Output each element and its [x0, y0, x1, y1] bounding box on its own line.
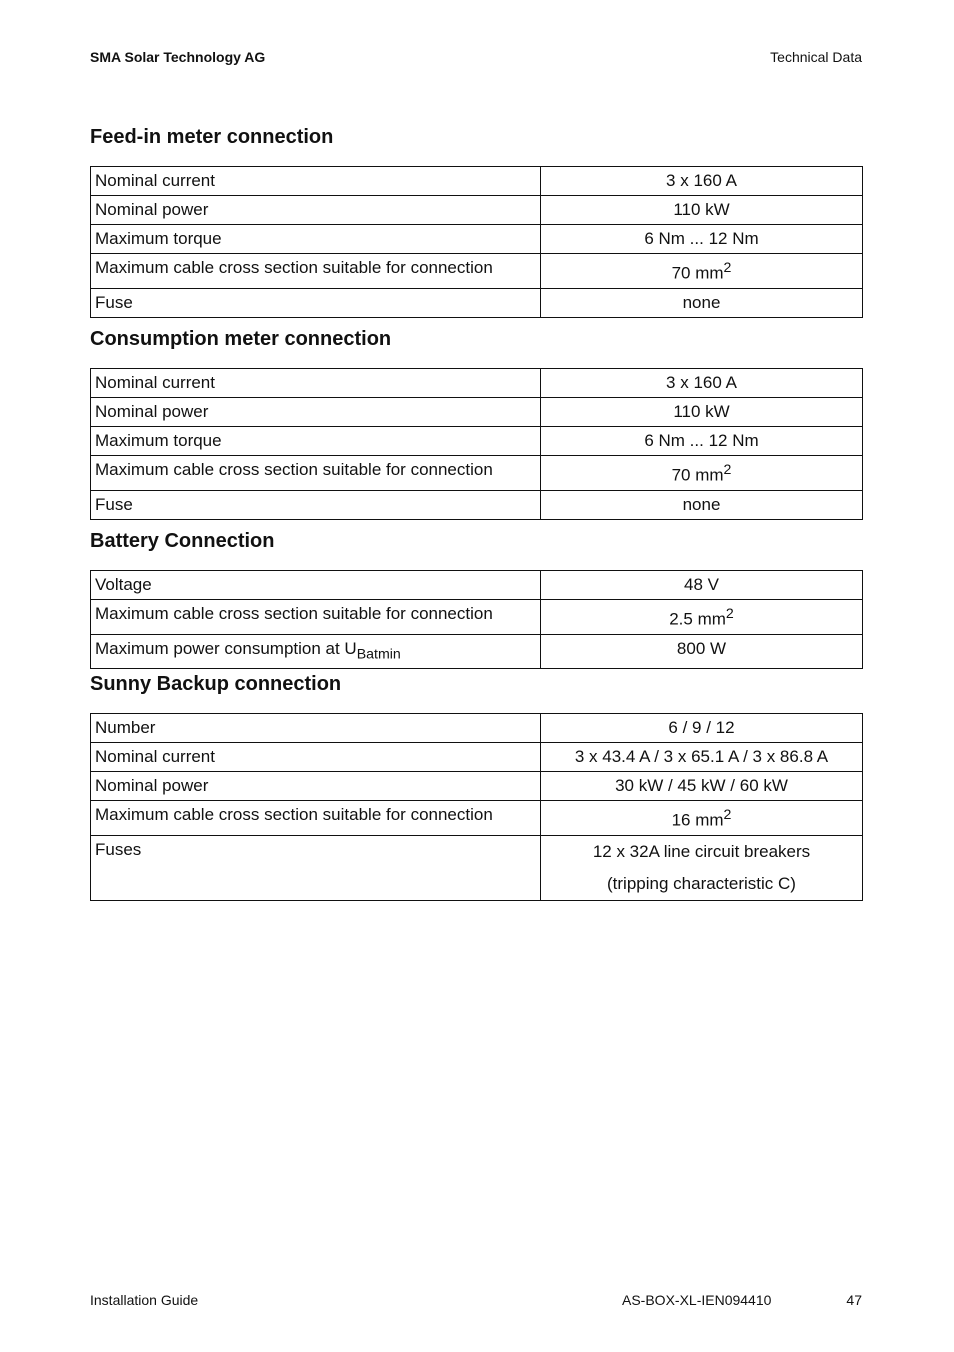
table-row — [91, 743, 863, 772]
table-row — [91, 254, 863, 289]
table-row — [91, 600, 863, 635]
consumption-meter-table — [90, 368, 863, 520]
company-name: SMA Solar Technology AG — [90, 49, 266, 65]
table-row — [91, 288, 863, 317]
table-row — [91, 490, 863, 519]
battery-connection-table — [90, 570, 863, 669]
sunny-backup-table — [90, 713, 863, 901]
table-row — [91, 634, 863, 668]
section-title-sunny-backup: Sunny Backup connection — [90, 673, 342, 695]
table-row — [91, 167, 863, 196]
row-value: 800 W — [541, 634, 863, 668]
value-text: 70 mm — [671, 263, 724, 283]
section-title-consumption: Consumption meter connection — [90, 328, 392, 350]
value-line-1: 12 x 32A line circuit breakers — [592, 841, 811, 861]
table-row — [91, 714, 863, 743]
table-row — [91, 801, 863, 836]
row-value — [541, 456, 863, 491]
row-label: Nominal power — [91, 196, 541, 225]
row-label — [91, 634, 541, 668]
superscript: 2 — [723, 260, 732, 276]
value-text: 70 mm — [671, 465, 724, 485]
table-row — [91, 225, 863, 254]
row-label: Fuse — [91, 490, 541, 519]
row-label: Nominal current — [91, 743, 541, 772]
table-row — [91, 835, 863, 900]
table-row — [91, 772, 863, 801]
row-label: Nominal power — [91, 398, 541, 427]
row-value: 6 / 9 / 12 — [541, 714, 863, 743]
page-number: 47 — [846, 1292, 862, 1308]
row-value: 3 x 160 A — [541, 369, 863, 398]
table-row — [91, 369, 863, 398]
superscript: 2 — [723, 807, 732, 823]
row-value: 6 Nm ... 12 Nm — [541, 427, 863, 456]
row-label: Nominal power — [91, 772, 541, 801]
superscript: 2 — [723, 462, 732, 478]
value-line-2: (tripping characteristic C) — [607, 873, 796, 893]
row-value: 110 kW — [541, 196, 863, 225]
row-label: Maximum cable cross section suitable for connection — [91, 456, 541, 491]
row-value — [541, 801, 863, 836]
row-value — [541, 600, 863, 635]
row-label: Maximum cable cross section suitable for connection — [91, 801, 541, 836]
superscript: 2 — [725, 606, 734, 622]
table-row — [91, 571, 863, 600]
row-value: none — [541, 490, 863, 519]
table-row — [91, 398, 863, 427]
row-label: Maximum torque — [91, 427, 541, 456]
row-value: 3 x 160 A — [541, 167, 863, 196]
value-text: 16 mm — [671, 810, 724, 830]
label-text: Maximum power consumption at U — [95, 638, 357, 658]
row-label: Maximum torque — [91, 225, 541, 254]
row-value: 110 kW — [541, 398, 863, 427]
row-value: 3 x 43.4 A / 3 x 65.1 A / 3 x 86.8 A — [541, 743, 863, 772]
table-row — [91, 456, 863, 491]
row-value — [541, 835, 863, 900]
row-label: Fuse — [91, 288, 541, 317]
row-value: 48 V — [541, 571, 863, 600]
section-title-battery: Battery Connection — [90, 530, 275, 552]
row-value — [541, 254, 863, 289]
row-label: Fuses — [91, 835, 541, 900]
row-label: Maximum cable cross section suitable for connection — [91, 254, 541, 289]
row-label: Nominal current — [91, 167, 541, 196]
row-value: none — [541, 288, 863, 317]
row-label: Maximum cable cross section suitable for connection — [91, 600, 541, 635]
row-label: Nominal current — [91, 369, 541, 398]
feed-in-meter-table — [90, 166, 863, 318]
row-value: 6 Nm ... 12 Nm — [541, 225, 863, 254]
subscript: Batmin — [356, 646, 401, 663]
row-label: Voltage — [91, 571, 541, 600]
table-row — [91, 196, 863, 225]
row-label: Number — [91, 714, 541, 743]
section-title-feed-in: Feed-in meter connection — [90, 126, 334, 148]
table-row — [91, 427, 863, 456]
row-value: 30 kW / 45 kW / 60 kW — [541, 772, 863, 801]
document-type: Installation Guide — [90, 1292, 199, 1308]
chapter-title: Technical Data — [770, 49, 862, 65]
document-code: AS-BOX-XL-IEN094410 — [622, 1292, 772, 1308]
value-text: 2.5 mm — [669, 609, 726, 629]
